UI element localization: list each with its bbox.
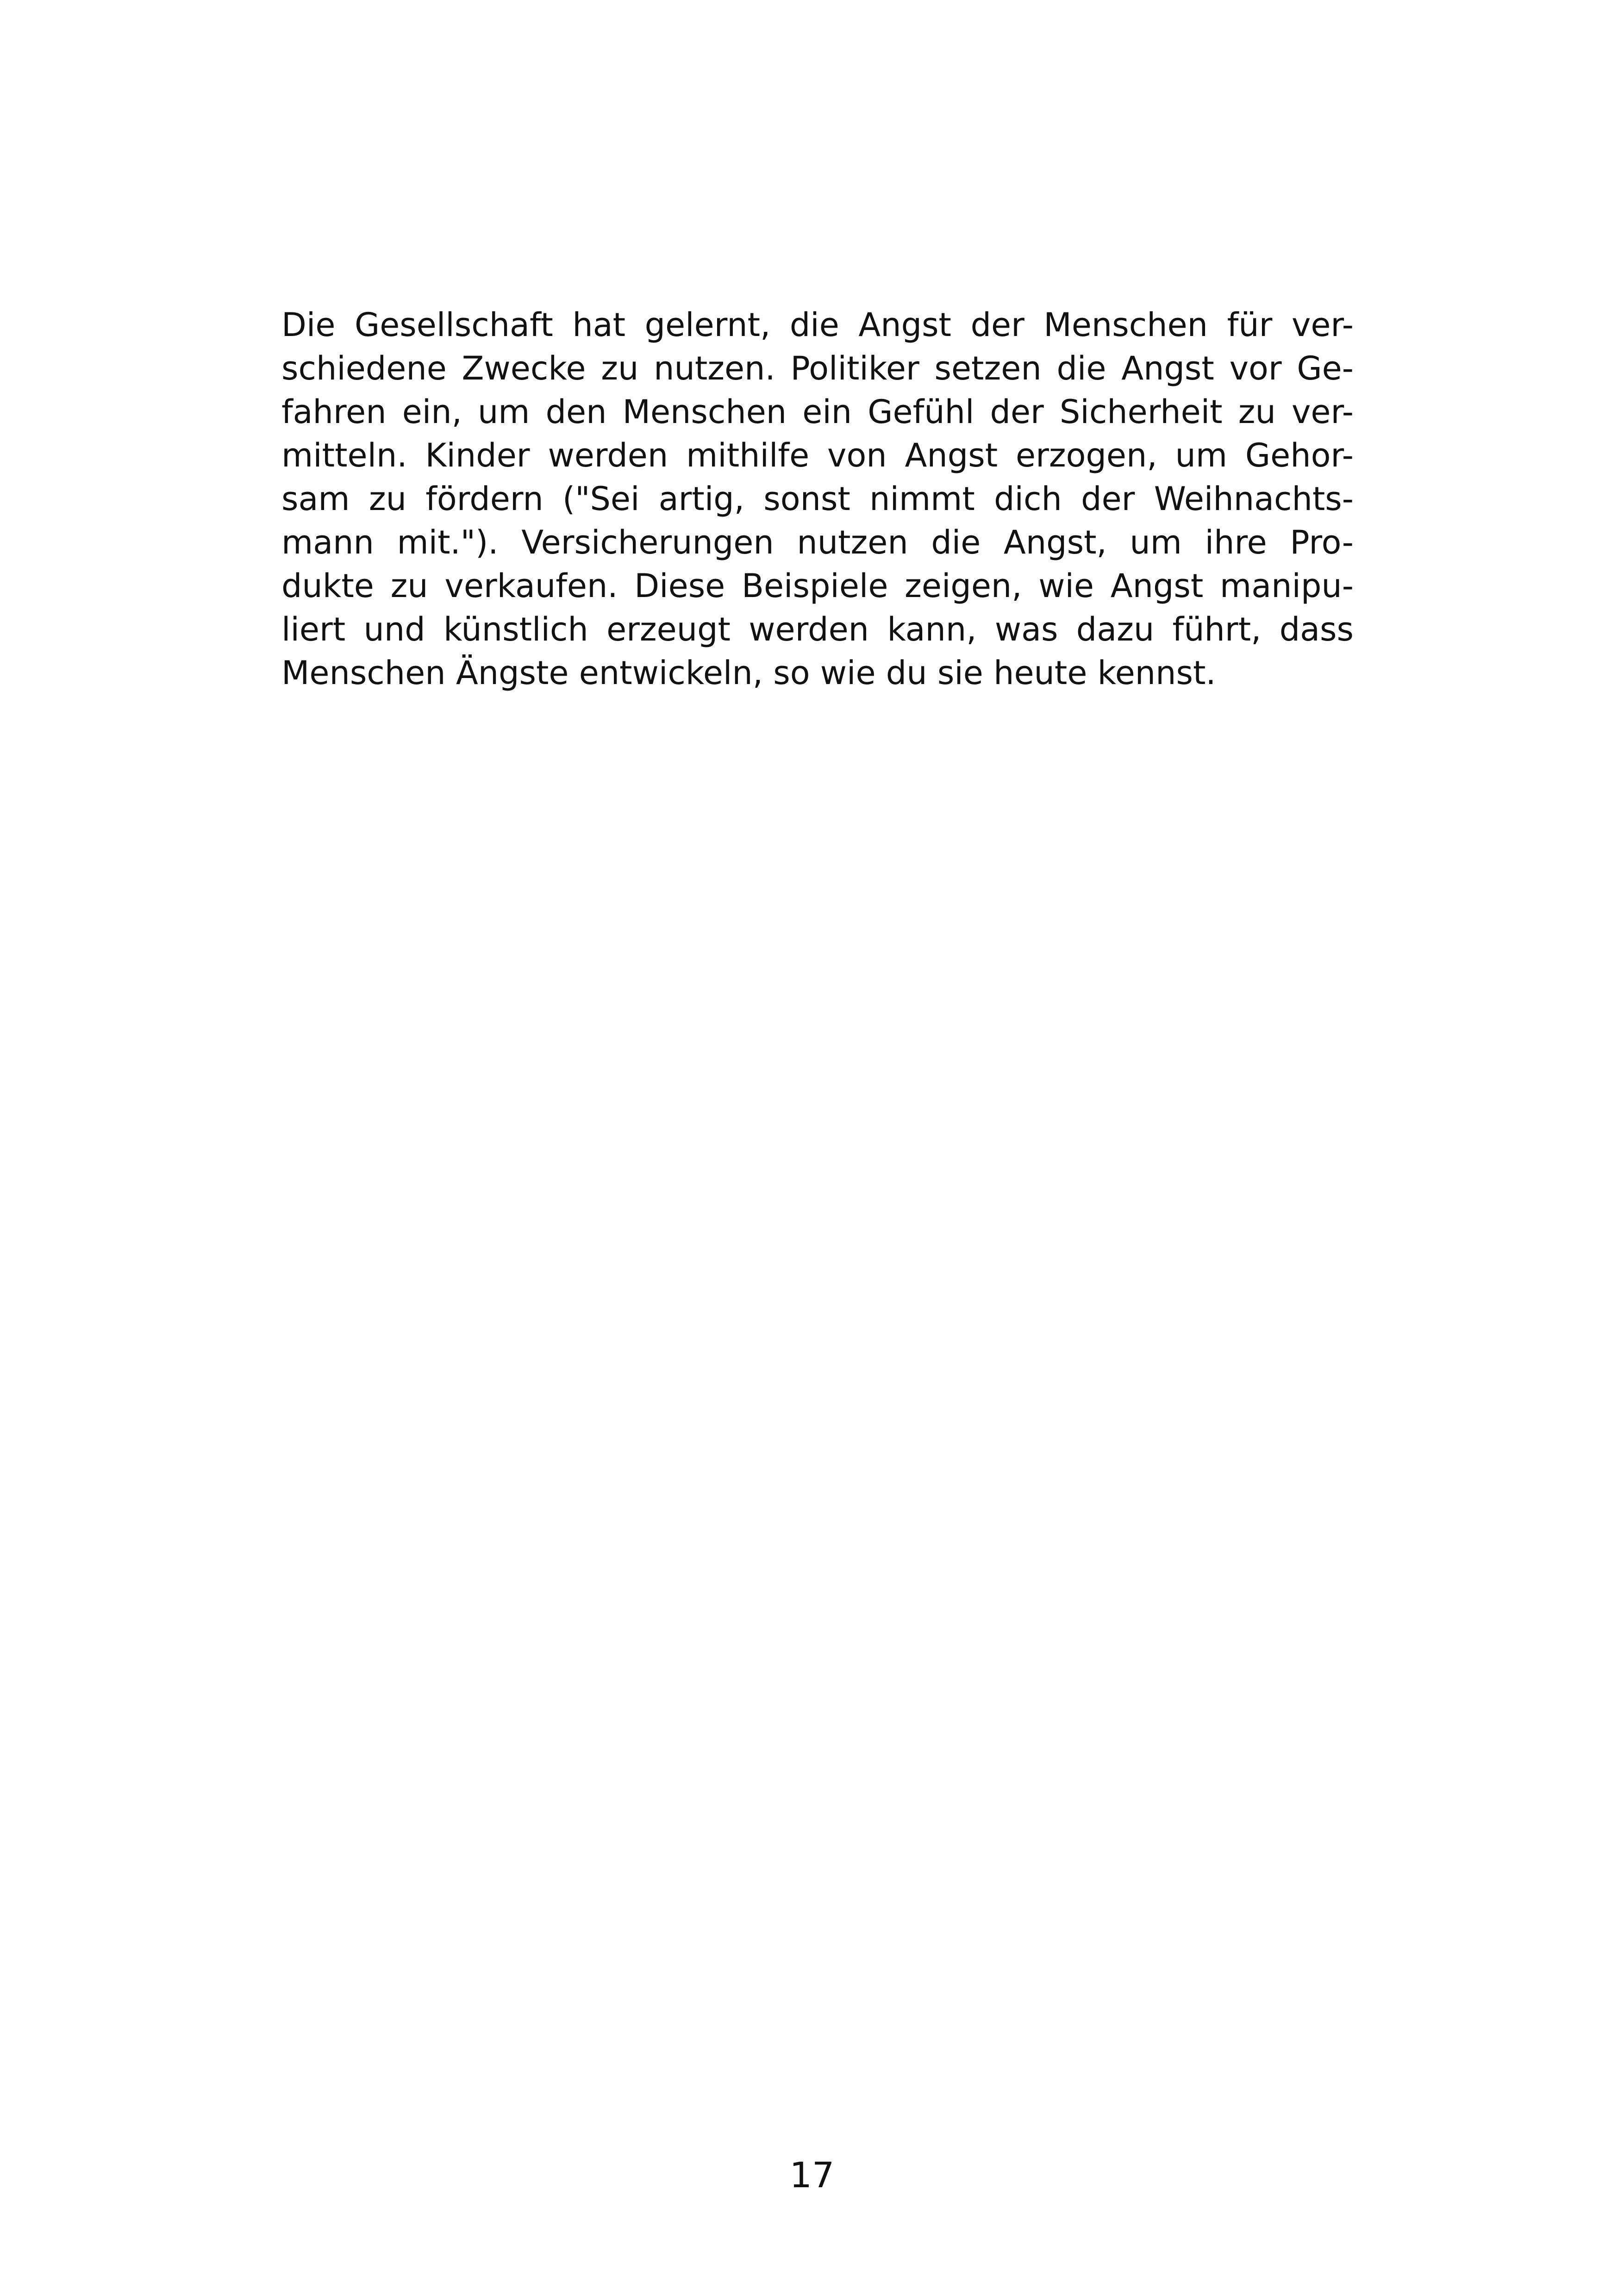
paragraph-line: mann mit."). Versicherungen nutzen die Angst, um ihre Pro- (281, 523, 1354, 561)
paragraph-line: liert und künstlich erzeugt werden kann, was dazu führt, dass (281, 610, 1354, 648)
paragraph-line: sam zu fördern ("Sei artig, sonst nimmt dich der Weihnachts- (281, 480, 1354, 518)
paragraph-line: dukte zu verkaufen. Diese Beispiele zeigen, wie Angst manipu- (281, 567, 1354, 605)
page-number: 17 (789, 2154, 835, 2196)
paragraph-line: fahren ein, um den Menschen ein Gefühl der Sicherheit zu ver- (281, 393, 1354, 431)
paragraph-line: Menschen Ängste entwickeln, so wie du sie heute kennst. (281, 654, 1216, 692)
body-paragraph (281, 303, 1354, 695)
paragraph-line: mitteln. Kinder werden mithilfe von Angst erzogen, um Gehor- (281, 436, 1354, 474)
paragraph-line: schiedene Zwecke zu nutzen. Politiker setzen die Angst vor Ge- (281, 349, 1354, 387)
paragraph-line: Die Gesellschaft hat gelernt, die Angst der Menschen für ver- (281, 306, 1354, 344)
